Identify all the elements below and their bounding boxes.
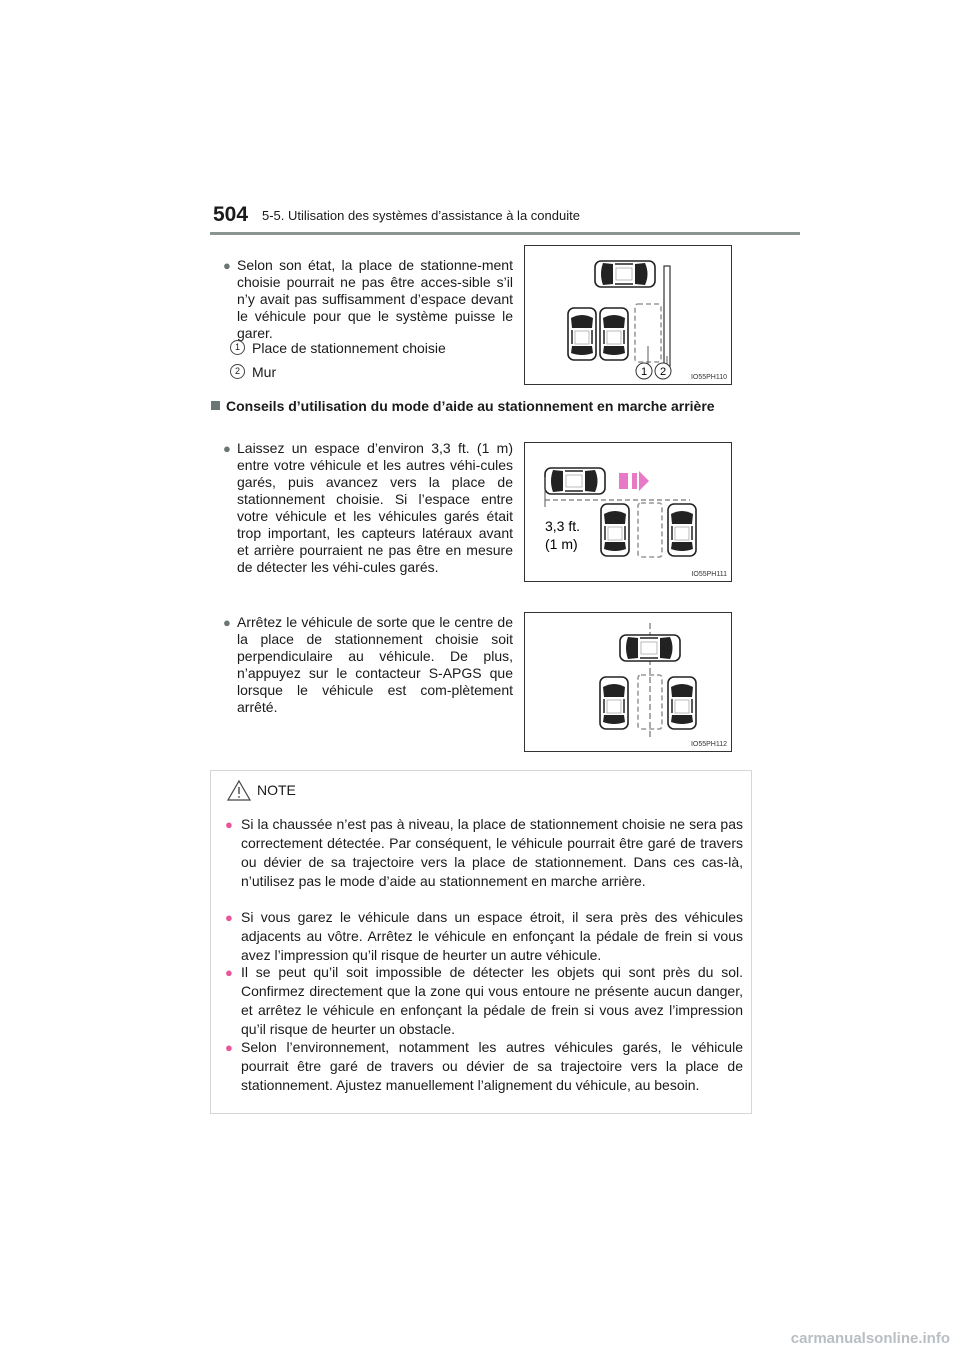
note-header <box>227 779 296 801</box>
bullet-icon: ● <box>223 441 231 456</box>
figure-code: IO55PH110 <box>690 374 727 381</box>
parking-diagram-gap <box>525 443 731 581</box>
note-item <box>225 963 743 1039</box>
legend-number: 2 <box>230 364 245 379</box>
figure-code: IO55PH112 <box>690 741 727 748</box>
note-text: Si la chaussée n’est pas à niveau, la place de stationnement choisie ne sera pas correctement détectée. Par conséquent, le véhicule pourrait être garé de travers ou dévier de sa trajectoire vers la place de stationnement. Dans ces cas-là, n’utilisez pas le mode d’aide au stationnement en marche arrière. <box>241 816 743 889</box>
legend-item-2 <box>234 364 277 380</box>
parking-diagram-perpendicular <box>525 613 731 751</box>
note-box <box>210 770 752 1114</box>
car-icon <box>668 504 696 556</box>
figure-selected-space <box>524 245 732 385</box>
bullet-icon: ● <box>225 817 233 832</box>
paragraph-leave-space <box>223 440 513 576</box>
legend-label: Place de stationnement choisie <box>252 340 446 356</box>
car-icon <box>545 468 605 494</box>
legend-label: Mur <box>252 364 277 380</box>
paragraph-selected-space <box>223 257 513 342</box>
paragraph-stop-vehicle <box>223 614 513 716</box>
paragraph-text: Arrêtez le véhicule de sorte que le centre de la place de stationnement choisie soit perpendiculaire au véhicule. De plus, n’appuyez sur le contacteur S-APGS que lorsque le véhicule est com-plètement arrêté. <box>237 614 513 715</box>
note-text: Il se peut qu’il soit impossible de détecter les objets qui sont près du sol. Confirmez directement que la zone qui vous entoure ne présente aucun danger, et arrêtez le véhicule en enfonçant la pédale de frein si vous avez l’impression qu’il risque de heurter un obstacle. <box>241 964 743 1037</box>
paragraph-text: Selon son état, la place de stationne-ment choisie pourrait ne pas être acces-sible s’il n’y avait pas suffisamment d’espace devant le véhicule pour que le système puisse le garer. <box>237 257 513 341</box>
warning-triangle-icon <box>227 779 251 801</box>
bullet-icon: ● <box>225 965 233 980</box>
car-icon <box>668 677 696 729</box>
note-text: Si vous garez le véhicule dans un espace étroit, il sera près des véhicules adjacents au vôtre. Arrêtez le véhicule en enfonçant la pédale de frein si vous avez l’impression qu’il risque de heurter un autre véhicule. <box>241 909 743 963</box>
header-rule <box>210 232 800 235</box>
bullet-icon: ● <box>223 258 231 273</box>
car-icon <box>620 635 680 661</box>
legend-item-1 <box>234 340 446 356</box>
wall-icon <box>664 266 670 366</box>
note-item <box>225 1038 743 1095</box>
car-icon <box>568 308 596 360</box>
car-icon <box>600 308 628 360</box>
note-item <box>225 908 743 965</box>
figure-leave-space <box>524 442 732 582</box>
section-heading <box>211 398 751 415</box>
legend-number: 1 <box>230 340 245 355</box>
bullet-icon: ● <box>223 615 231 630</box>
car-icon <box>595 261 655 287</box>
callout-1: 1 <box>640 366 648 378</box>
forward-arrow-icon <box>619 471 649 491</box>
note-text: Selon l’environnement, notamment les autres véhicules garés, le véhicule pourrait être garé de travers ou dévier de sa trajectoire vers la place de stationnement. Ajustez manuellement l’alignement du véhicule, au besoin. <box>241 1039 743 1093</box>
heading-text: Conseils d’utilisation du mode d’aide au stationnement en marche arrière <box>226 398 715 414</box>
bullet-icon: ● <box>225 1040 233 1055</box>
watermark: carmanualsonline.info <box>790 1330 950 1347</box>
page-number: 504 <box>213 203 249 226</box>
figure-stop-vehicle <box>524 612 732 752</box>
section-title: 5-5. Utilisation des systèmes d’assistance à la conduite <box>262 208 580 223</box>
figure-code: IO55PH111 <box>691 571 727 578</box>
dimension-label: 3,3 ft. <box>545 518 581 534</box>
callout-2: 2 <box>659 366 667 378</box>
parking-diagram-wall <box>525 246 731 384</box>
car-icon <box>601 504 629 556</box>
selected-space-outline <box>638 675 662 729</box>
note-item <box>225 815 743 891</box>
square-bullet-icon <box>211 401 220 410</box>
selected-space-outline <box>638 503 662 557</box>
car-icon <box>600 677 628 729</box>
note-title: NOTE <box>257 782 296 798</box>
bullet-icon: ● <box>225 910 233 925</box>
paragraph-text: Laissez un espace d’environ 3,3 ft. (1 m) entre votre véhicule et les autres véhi-cules garés, puis avancez vers la place de stationnement choisie. Si l’espace entre votre véhicule et les véhicules garés était trop important, les capteurs latéraux avant et arrière pourraient ne pas être en mesure de détecter les véhi-cules garés. <box>237 440 513 575</box>
dimension-label: (1 m) <box>545 536 578 552</box>
